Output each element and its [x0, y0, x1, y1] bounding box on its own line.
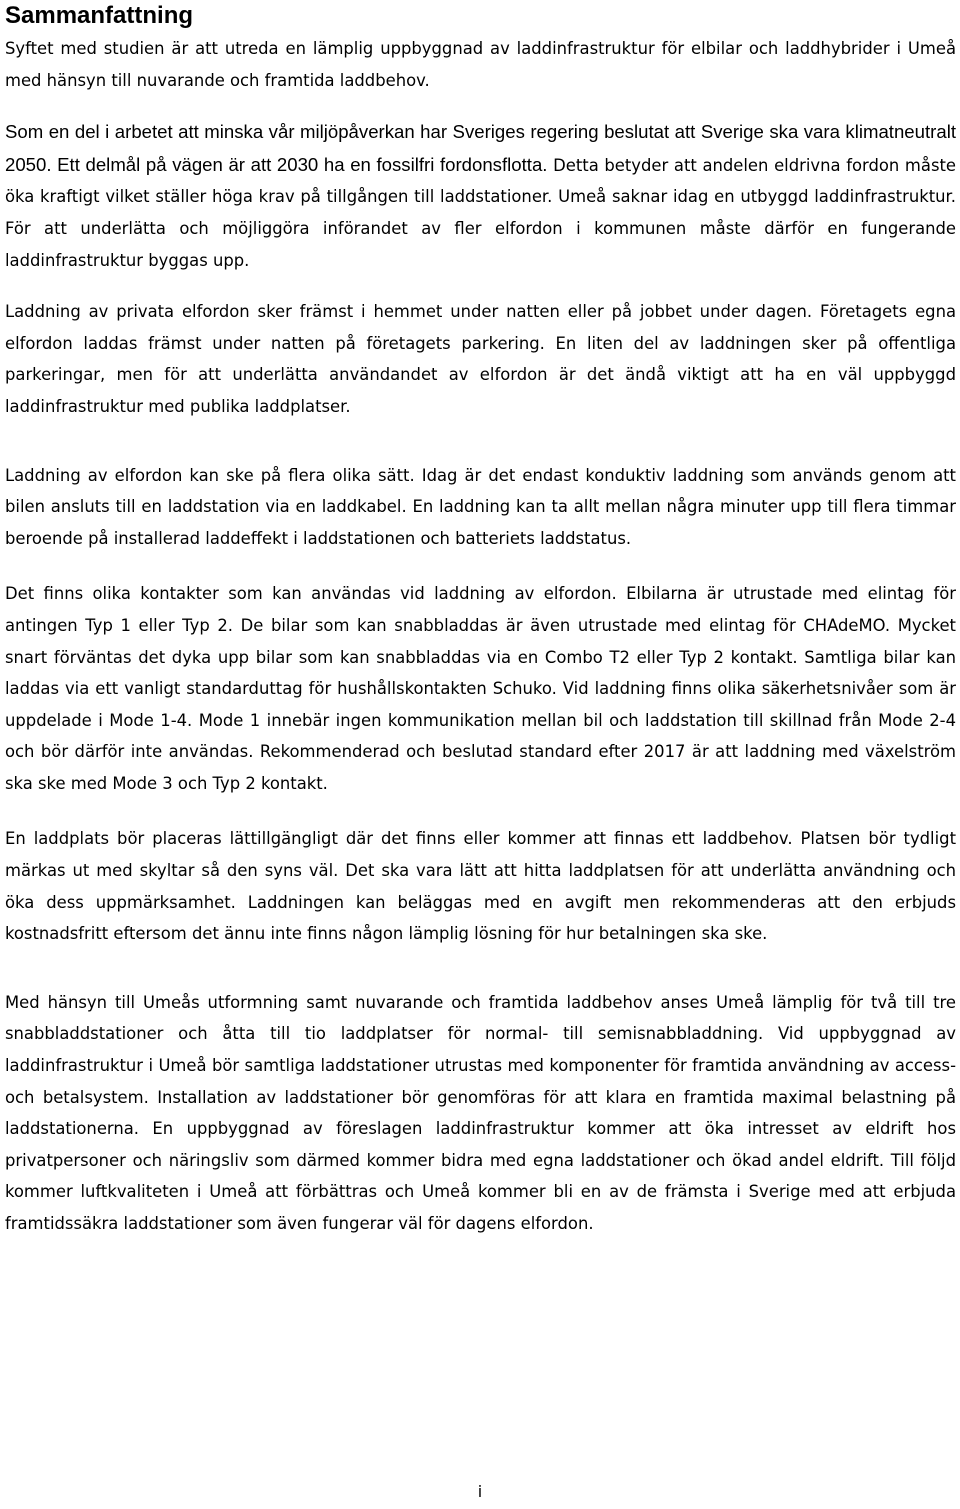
paragraph-connectors-text: Det finns olika kontakter som kan användas vid laddning av elfordon. Elbilarna är utrustade med elintag för antingen Typ 1 eller Typ 2. De bilar som kan snabbladdas är även utrustade med elintag för CHAdeMO. Mycket snart förväntas det dyka upp bilar som kan snabbladdas via en Combo T2 eller Typ 2 kontakt. Samtliga bilar kan laddas via ett vanligt standarduttag för hushållskontakten Schuko. Vid laddning finns olika säkerhetsnivåer som är uppdelade i Mode 1-4. Mode 1 innebär ingen kommunikation mellan bil och laddstation till skillnad från Mode 2-4 och bör därför inte användas. Rekommenderad och beslutad standard efter 2017 är att laddning med växelström ska ske med Mode 3 och Typ 2 kontakt. — [5, 584, 956, 793]
paragraph-connectors — [5, 578, 956, 799]
section-heading: Sammanfattning — [5, 2, 194, 29]
paragraph-placement — [5, 823, 956, 949]
paragraph-recommendation-text: Med hänsyn till Umeås utformning samt nuvarande och framtida laddbehov anses Umeå lämplig för två till tre snabbladdstationer och åtta till tio laddplatser för normal- till semisnabbladdning. Vid uppbyggnad av laddinfrastruktur i Umeå bör samtliga laddstationer utrustas med komponenter för framtida användning av access- och betalsystem. Installation av laddstationer bör genomföras för att klara en framtida maximal belastning på laddstationerna. En uppbyggnad av föreslagen laddinfrastruktur kommer att öka intresset av eldrift hos privatpersoner och näringsliv som därmed kommer bidra med egna laddstationer och ökad andel eldrift. Till följd kommer luftkvaliteten i Umeå att förbättras och Umeå kommer bli en av de främsta i Sverige med att erbjuda framtidssäkra laddstationer som även fungerar väl för dagens elfordon. — [5, 992, 956, 1233]
paragraph-purpose — [5, 33, 956, 96]
paragraph-climate-goal-lead: Som en del i arbetet att minska vår miljöpåverkan har Sveriges regering beslutat att Sverige ska vara klimatneutralt 2050. Ett delmål på vägen är att 2030 ha en fossilfri fordonsflotta. — [5, 121, 956, 175]
paragraph-placement-text: En laddplats bör placeras lättillgängligt där det finns eller kommer att finnas ett laddbehov. Platsen bör tydligt märkas ut med skyltar så den syns väl. Det ska vara lätt att hitta laddplatsen för att underlätta användning och öka dess uppmärksamhet. Laddningen kan beläggas med en avgift men rekommenderas att den erbjuds kostnadsfritt eftersom det ännu inte finns någon lämplig lösning för hur betalningen ska ske. — [5, 829, 956, 944]
paragraph-charging-methods — [5, 460, 956, 555]
paragraph-private-charging — [5, 296, 956, 422]
paragraph-recommendation — [5, 987, 956, 1240]
document-page — [5, 0, 956, 1240]
paragraph-climate-goal — [5, 116, 956, 276]
paragraph-climate-goal-text: Detta betyder att andelen eldrivna fordon måste öka kraftigt vilket ställer höga krav på tillgången till laddstationer. Umeå saknar idag en utbyggd laddinfrastruktur. För att underlätta och möjliggöra införandet av fler elfordon i kommunen måste därför en fungerande laddinfrastruktur byggas upp. — [5, 155, 956, 270]
paragraph-charging-methods-text: Laddning av elfordon kan ske på flera olika sätt. Idag är det endast konduktiv laddning som används genom att bilen ansluts till en laddstation via en laddkabel. En laddning kan ta allt mellan några minuter upp till flera timmar beroende på installerad laddeffekt i laddstationen och batteriets laddstatus. — [5, 465, 956, 548]
paragraph-purpose-text: Syftet med studien är att utreda en lämplig uppbyggnad av laddinfrastruktur för elbilar och laddhybrider i Umeå med hänsyn till nuvarande och framtida laddbehov. — [5, 39, 956, 90]
page-number: i — [477, 1482, 483, 1501]
paragraph-private-charging-text: Laddning av privata elfordon sker främst i hemmet under natten eller på jobbet under dagen. Företagets egna elfordon laddas främst under natten på företagets parkering. En liten del av laddningen sker på offentliga parkeringar, men för att underlätta användandet av elfordon är det ändå viktigt att ha en väl uppbyggd laddinfrastruktur med publika laddplatser. — [5, 302, 956, 416]
